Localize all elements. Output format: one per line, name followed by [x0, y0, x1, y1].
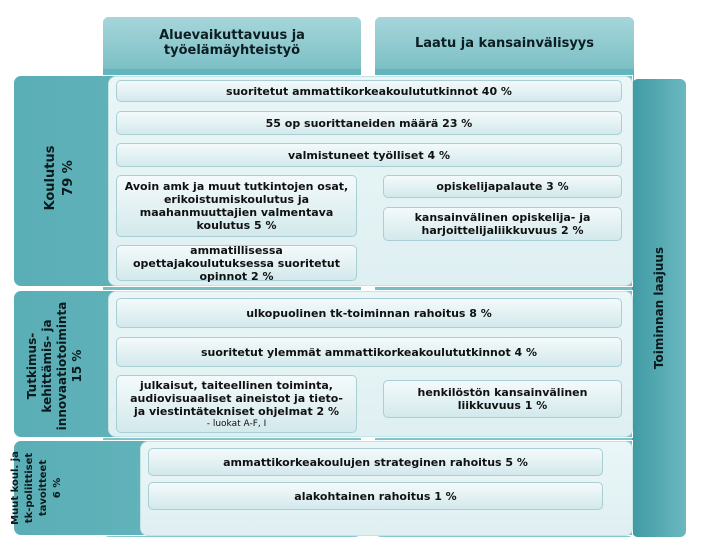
row-label-koulutus: Koulutus 79 %	[43, 145, 76, 211]
box-tyolliset: valmistuneet työlliset 4 %	[116, 143, 622, 167]
box-ylemmat-tutkinnot: suoritetut ylemmät ammattikorkeakoulututkinnot 4 %	[116, 337, 622, 367]
box-julkaisut-text: julkaisut, taiteellinen toiminta, audiovisuaaliset aineistot ja tieto- ja viestintätekniset ohjelmat 2 %	[130, 379, 343, 418]
column-header-2: Laatu ja kansainvälisyys	[375, 17, 634, 69]
box-55op: 55 op suorittaneiden määrä 23 %	[116, 111, 622, 135]
box-henkilosto-liikkuvuus: henkilöstön kansainvälinen liikkuvuus 1 %	[383, 380, 622, 418]
column-header-1: Aluevaikuttavuus ja työelämäyhteistyö	[103, 17, 361, 69]
box-julkaisut	[116, 375, 357, 433]
box-julkaisut-note: - luokat A-F, I	[206, 419, 267, 429]
box-tk-rahoitus: ulkopuolinen tk-toiminnan rahoitus 8 %	[116, 298, 622, 328]
box-opiskelijapalaute: opiskelijapalaute 3 %	[383, 175, 622, 198]
row-label-tki: Tutkimus- kehittämis- ja innovaatiotoiminta 15 %	[25, 301, 84, 431]
side-label: Toiminnan laajuus	[652, 246, 666, 370]
box-strateginen-rahoitus: ammattikorkeakoulujen strateginen rahoitus 5 %	[148, 448, 603, 476]
box-kv-liikkuvuus: kansainvälinen opiskelija- ja harjoittelijaliikkuvuus 2 %	[383, 207, 622, 241]
box-amk-tutkinnot: suoritetut ammattikorkeakoulututkinnot 40 %	[116, 80, 622, 102]
row-label-muut: Muut koul. ja tk-poliittiset tavoitteet 6 %	[10, 451, 63, 525]
box-alakohtainen-rahoitus: alakohtainen rahoitus 1 %	[148, 482, 603, 510]
box-avoin-amk: Avoin amk ja muut tutkintojen osat, erikoistumiskoulutus ja maahanmuuttajien valmentava koulutus 5 %	[116, 175, 357, 237]
box-opettajakoulutus: ammatillisessa opettajakoulutuksessa suoritetut opinnot 2 %	[116, 245, 357, 281]
